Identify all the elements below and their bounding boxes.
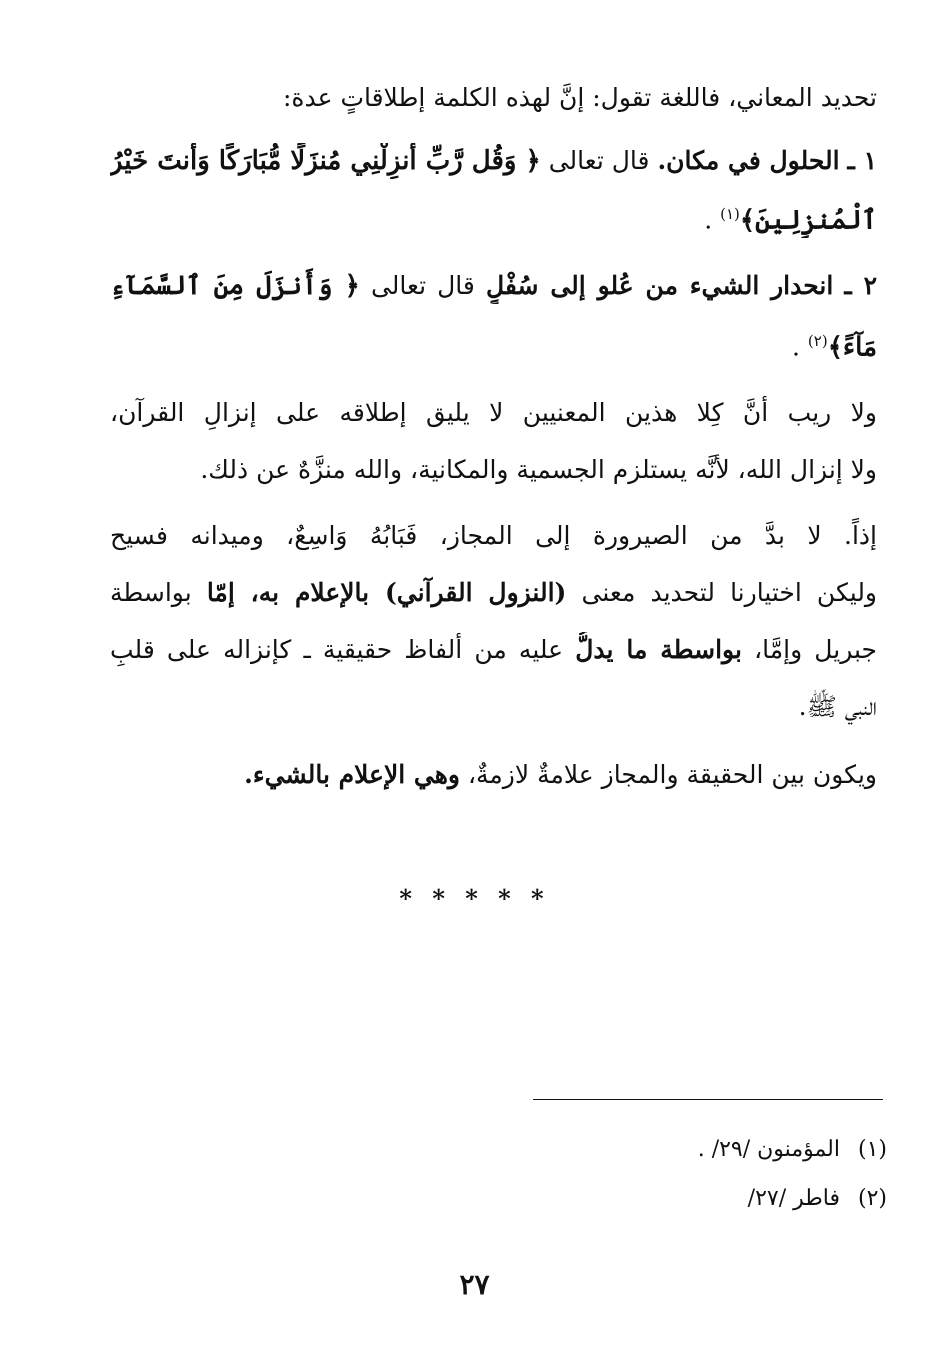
section-separator: * * * * * <box>399 884 550 913</box>
item-1-heading: الحلول في مكان. <box>657 146 840 175</box>
quran-verse-1-part-1: ﴿ وَقُل رَّبِّ أَنزِلْنِي مُنزَلًا مُّبَارَكًا وَأَنتَ خَيْرُ <box>110 146 541 176</box>
footnote-ref-2: (٢) <box>807 332 828 350</box>
footnote-ref-1: (١) <box>720 205 740 223</box>
paragraph-2-line-1 <box>110 518 877 554</box>
item-2-number: ٢ ـ <box>844 271 877 300</box>
paragraph-2-text-3c: عليه من ألفاظ حقيقية ـ كإنزاله على قلبِ <box>110 635 564 664</box>
footnote-1-text: المؤمنون /٢٩/ . <box>697 1137 840 1162</box>
paragraph-1-line-1 <box>110 395 877 431</box>
footnote-2-number: (٢) <box>857 1186 887 1211</box>
item-2-heading: انحدار الشيء من عُلو إلى سُفْلٍ <box>485 271 834 300</box>
item-2-line-1 <box>110 268 877 304</box>
quran-verse-2-part-2: مَآءً﴾ <box>827 332 877 363</box>
paragraph-2-text-2c: بواسطة <box>110 578 192 607</box>
footnote-2-text: فاطر /٢٧/ <box>747 1186 840 1211</box>
paragraph-2-text-4: النبي ﷺ. <box>798 692 877 721</box>
intro-sentence: تحديد المعاني، فاللغة تقول: إنَّ لهذه الكلمة إطلاقاتٍ عدة: <box>282 83 877 112</box>
paragraph-2-text-3a: جبريل وإمَّا، <box>754 635 877 664</box>
paragraph-2-text-2b: (النزول القرآني) بالإعلام به، إمّا <box>206 578 567 607</box>
paragraph-2-text-2a: وليكن اختيارنا لتحديد معنى <box>581 578 877 607</box>
item-2-intro: قال تعالى <box>370 271 475 300</box>
paragraph-3-line-1 <box>110 757 877 793</box>
paragraph-1-text-1: ولا ريب أنَّ كِلا هذين المعنيين لا يليق إطلاقه على إنزالِ القرآن، <box>110 398 877 427</box>
footnote-1 <box>698 1135 887 1165</box>
item-1-end: . <box>704 205 713 235</box>
item-1-line-2 <box>110 196 877 238</box>
footnote-1-number: (١) <box>857 1137 887 1162</box>
paragraph-3-text-b: وهي الإعلام بالشيء. <box>244 760 460 789</box>
paragraph-1-line-2 <box>110 452 877 488</box>
paragraph-3-text-a: ويكون بين الحقيقة والمجاز علامةٌ لازمةٌ، <box>467 760 877 789</box>
page-number: ٢٧ <box>459 1268 490 1301</box>
quran-verse-2-part-1: ﴿ وَأَنزَلَ مِنَ ٱلسَّمَآءِ <box>110 271 360 301</box>
paragraph-2-line-3 <box>110 632 877 668</box>
paragraph-2-line-2 <box>110 575 877 611</box>
item-2-end: . <box>792 332 800 362</box>
body-line-1 <box>110 80 877 116</box>
paragraph-2-text-1: إذاً. لا بدَّ من الصيرورة إلى المجاز، فَبَابُهُ وَاسِعٌ، وميدانه فسيح <box>110 521 877 550</box>
paragraph-2-line-4 <box>110 689 877 725</box>
footnote-divider <box>533 1099 883 1100</box>
item-1-number: ١ ـ <box>847 146 877 175</box>
footnote-2 <box>748 1184 887 1214</box>
paragraph-1-text-2: ولا إنزال الله، لأنَّه يستلزم الجسمية والمكانية، والله منزَّهٌ عن ذلك. <box>200 455 877 484</box>
quran-verse-1-part-2: ٱلْمُنزِلِينَ﴾ <box>739 205 877 236</box>
item-1-intro: قال تعالى <box>548 146 650 175</box>
item-2-line-2 <box>110 323 877 365</box>
item-1-line-1 <box>110 143 877 179</box>
paragraph-2-text-3b: بواسطة ما يدلُّ <box>575 635 742 664</box>
